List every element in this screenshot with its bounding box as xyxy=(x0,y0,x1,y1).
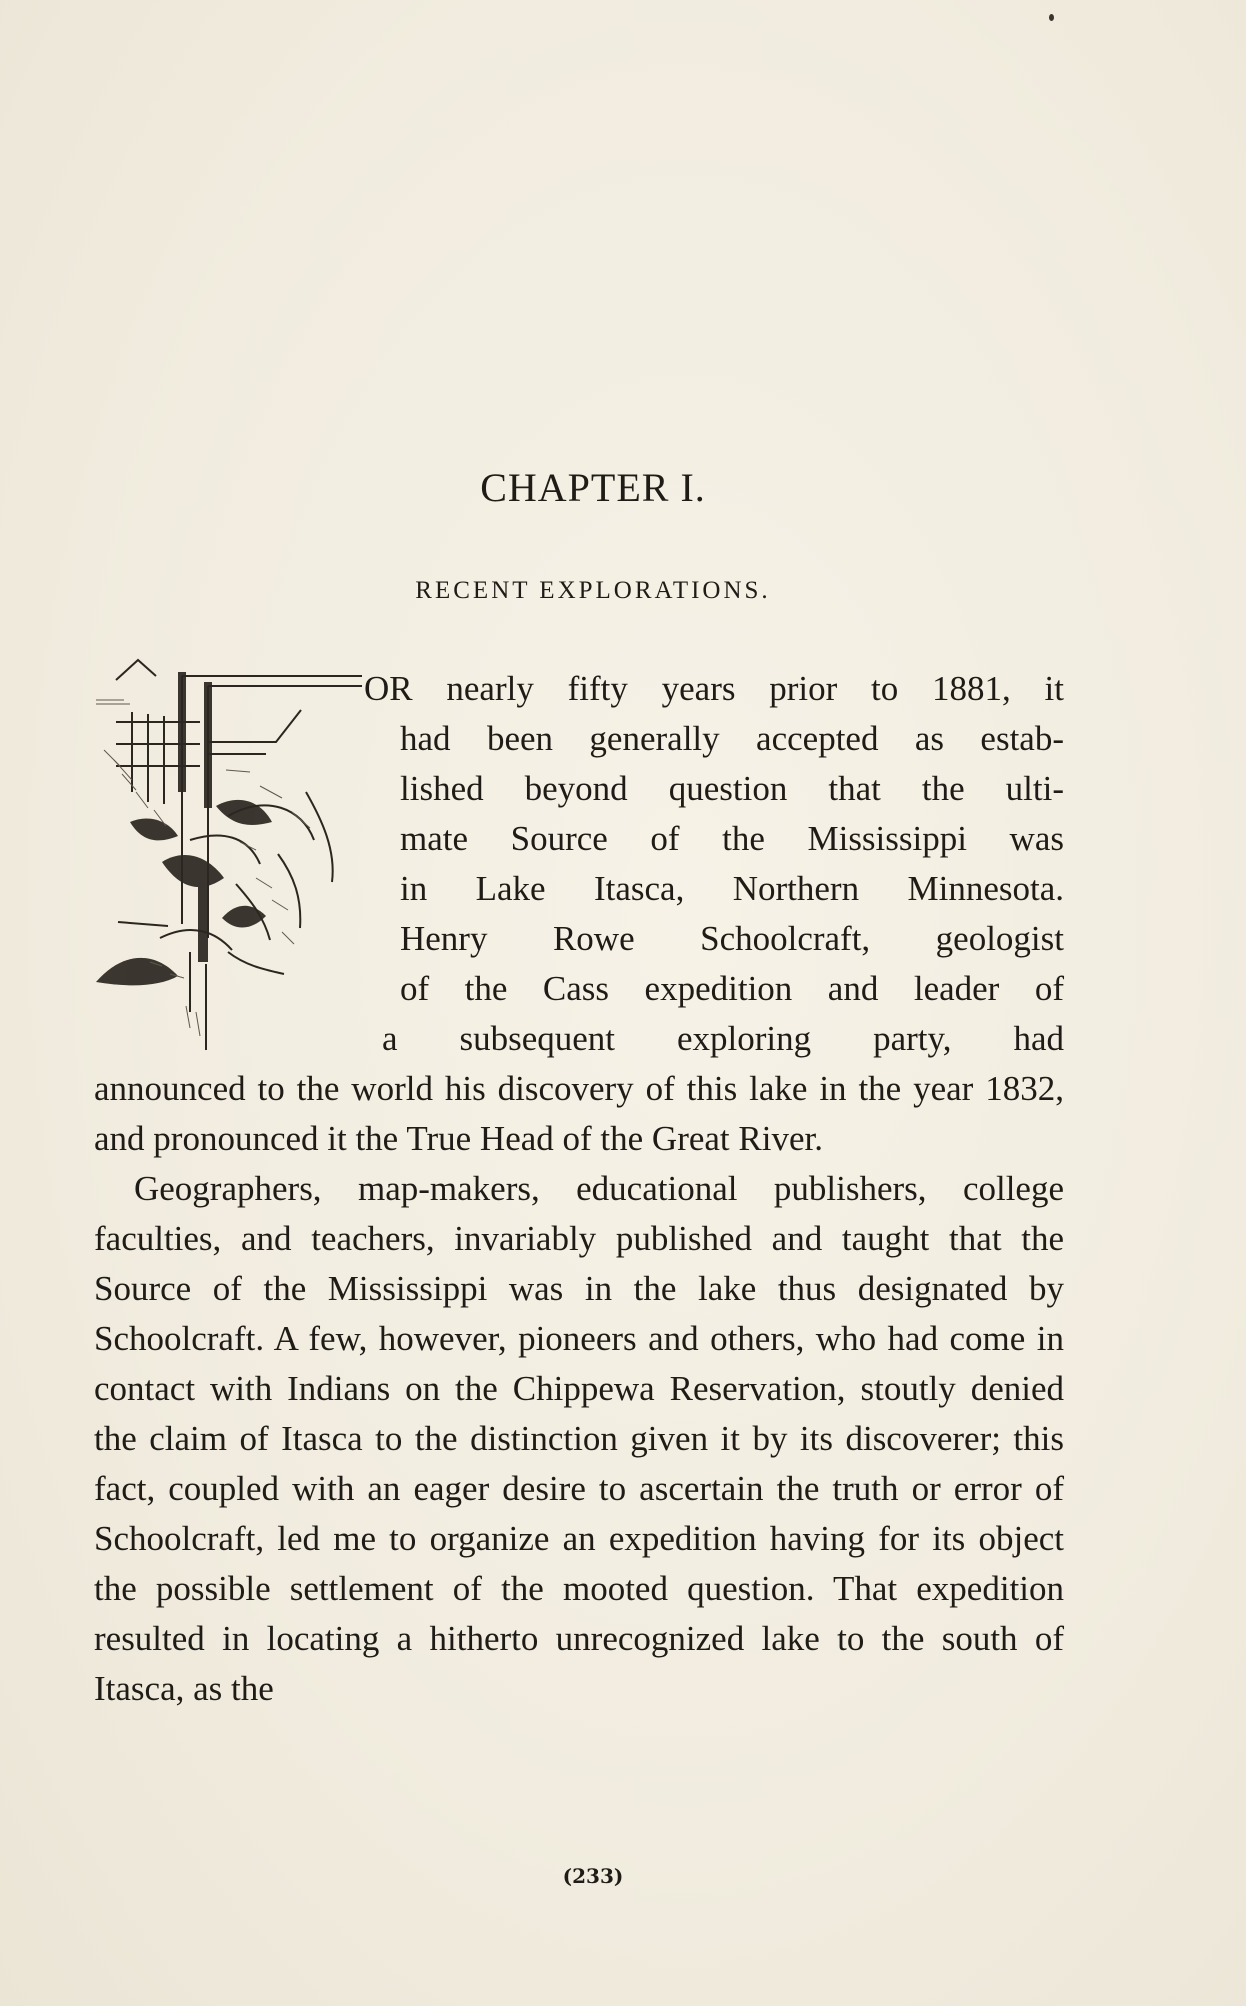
opening-line-8: a subsequent exploring party, had xyxy=(382,1019,1064,1058)
paragraph-1-continuation: announced to the world his discovery of this lake in the year 1832, and pronounced it the True Head of the Great River. xyxy=(94,1069,1064,1158)
chapter-subtitle: RECENT EXPLORATIONS. xyxy=(415,577,771,604)
opening-line-4: mate Source of the Mississippi was xyxy=(400,819,1064,858)
opening-line-6: Henry Rowe Schoolcraft, geologist xyxy=(400,919,1064,958)
ink-speck xyxy=(1049,14,1054,21)
paragraph-2: Geographers, map-makers, educational publishers, college faculties, and teachers, invariably published and taught that the Source of the Mississippi was in the lake thus designated by Schoolcraft. A few, however, pioneers and others, who had come in contact with Indians on the Chippewa Reservation, stoutly denied the claim of Itasca to the distinction given it by its discoverer; this fact, coupled with an eager desire to ascertain the truth or error of Schoolcraft, led me to organize an expedition having for its object the possible settlement of the mooted question. That expedition resulted in locating a hitherto unrecognized lake to the south of Itasca, as the xyxy=(94,1169,1064,1708)
chapter-title: CHAPTER I. xyxy=(480,465,706,510)
page-number: (233) xyxy=(562,1864,624,1888)
opening-line-7: of the Cass expedition and leader of xyxy=(400,969,1064,1008)
opening-line-5: in Lake Itasca, Northern Minnesota. xyxy=(400,869,1064,908)
body-text xyxy=(94,664,1064,1714)
opening-line-2: had been generally accepted as estab- xyxy=(400,719,1064,758)
opening-line-3: lished beyond question that the ulti- xyxy=(400,769,1064,808)
opening-line-1: OR nearly fifty years prior to 1881, it xyxy=(364,669,1064,708)
